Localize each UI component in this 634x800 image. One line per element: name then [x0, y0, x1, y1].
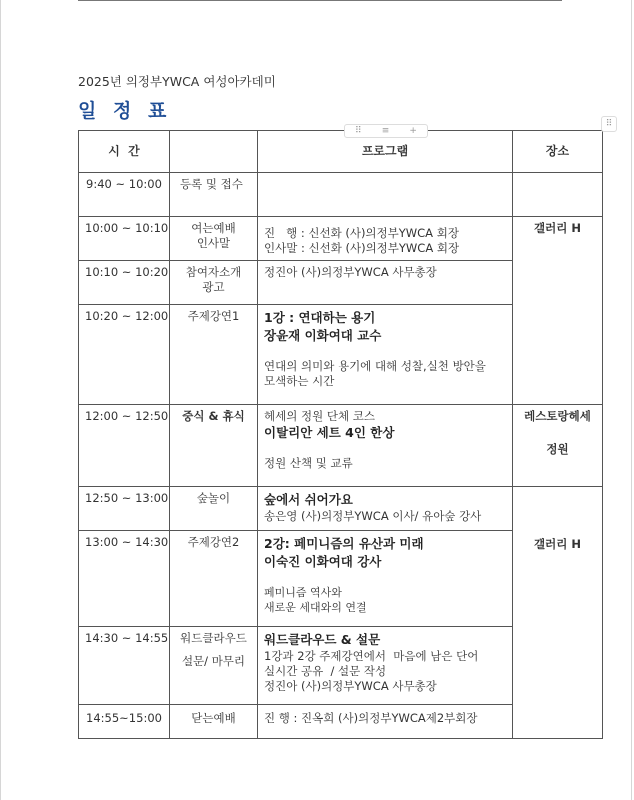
session-label: 인사말 [196, 236, 231, 250]
table-drag-handle[interactable] [601, 116, 617, 132]
lecturer-name: 장윤재 이화여대 교수 [264, 328, 382, 343]
content-cell [258, 627, 513, 705]
content-line: 실시간 공유 / 설문 작성 [264, 664, 387, 678]
schedule-table [78, 130, 603, 739]
place-label: 레스토랑헤세 [524, 409, 591, 423]
content-line: 새로운 세대와의 연결 [264, 601, 367, 614]
lecturer-name: 이숙진 이화여대 강사 [264, 554, 382, 569]
session-cell [170, 705, 258, 739]
content-line: 진 행 : 진옥희 (사)의정부YWCA제2부회장 [264, 711, 478, 725]
header-program: 프로그램 [258, 131, 513, 173]
sort-lines-icon: ≡ [381, 126, 390, 136]
drag-dots-icon: ⠿ [355, 126, 362, 136]
session-label: 설문/ 마무리 [181, 654, 246, 668]
time-cell: 10:20 ~ 12:00 [79, 305, 170, 405]
table-row [79, 487, 603, 531]
table-header-row [79, 131, 603, 173]
lecture-title: 1강 : 연대하는 용기 [264, 310, 376, 325]
time-cell: 12:00 ~ 12:50 [79, 405, 170, 487]
header-session [170, 131, 258, 173]
content-line: 연대의 의미와 용기에 대해 성찰,실천 방안을 [264, 359, 486, 373]
time-cell: 10:10 ~ 10:20 [79, 261, 170, 305]
header-rule [78, 0, 562, 1]
session-label: 참여자소개 [185, 265, 242, 279]
time-cell: 14:55~15:00 [79, 705, 170, 739]
session-cell [170, 305, 258, 405]
time-cell: 14:30 ~ 14:55 [79, 627, 170, 705]
content-cell [258, 217, 513, 261]
session-cell [170, 627, 258, 705]
document-title: 일 정 표 [78, 100, 172, 122]
session-label: 광고 [202, 280, 225, 294]
content-cell [258, 261, 513, 305]
page-edge-left [0, 0, 1, 800]
session-label: 여는예배 [191, 221, 236, 235]
place-label: 갤러리 H [534, 537, 581, 551]
session-label: 주제강연1 [187, 309, 240, 323]
content-cell [258, 405, 513, 487]
header-place: 장소 [513, 131, 603, 173]
content-cell [258, 305, 513, 405]
session-label: 숲놀이 [196, 491, 231, 505]
place-cell-gallery [513, 487, 603, 739]
content-line: 페미니즘 역사와 [264, 586, 342, 599]
session-label: 워드클라우드 [180, 631, 247, 645]
column-drag-handle[interactable] [344, 124, 428, 138]
time-cell: 13:00 ~ 14:30 [79, 531, 170, 627]
session-cell [170, 487, 258, 531]
time-cell: 10:00 ~ 10:10 [79, 217, 170, 261]
activity-title: 숲에서 쉬어가요 [264, 492, 353, 507]
lecture-title: 2강: 페미니즘의 유산과 미래 [264, 536, 424, 551]
content-line: 인사말 : 신선화 (사)의정부YWCA 회장 [264, 241, 460, 255]
document-subtitle: 2025년 의정부YWCA 여성아카데미 [78, 74, 276, 89]
session-label: 등록 및 접수 [180, 177, 243, 191]
session-cell [170, 531, 258, 627]
place-cell [513, 173, 603, 217]
place-label: 갤러리 H [534, 221, 581, 235]
menu-title: 이탈리안 세트 4인 한상 [264, 425, 395, 440]
place-cell-gallery [513, 217, 603, 405]
table-row [79, 217, 603, 261]
session-label: 닫는예배 [191, 711, 236, 725]
page-edge-right [631, 0, 632, 800]
header-time: 시 간 [79, 131, 170, 173]
place-label: 정원 [546, 442, 569, 456]
session-label: 주제강연2 [187, 535, 240, 549]
content-line: 정진아 (사)의정부YWCA 사무총장 [264, 265, 437, 279]
session-cell [170, 173, 258, 217]
content-cell [258, 487, 513, 531]
session-label: 중식 & 휴식 [182, 409, 245, 423]
table-row [79, 405, 603, 487]
content-line: 송은영 (사)의정부YWCA 이사/ 유아숲 강사 [264, 509, 482, 523]
content-line: 진 행 : 신선화 (사)의정부YWCA 회장 [264, 226, 459, 240]
session-cell [170, 261, 258, 305]
add-column-icon[interactable]: + [409, 126, 417, 136]
activity-title: 워드클라우드 & 설문 [264, 632, 381, 647]
content-cell [258, 173, 513, 217]
content-line: 헤세의 정원 단체 코스 [264, 409, 375, 423]
time-cell: 12:50 ~ 13:00 [79, 487, 170, 531]
session-cell [170, 405, 258, 487]
table-row [79, 173, 603, 217]
content-cell [258, 531, 513, 627]
content-line: 정원 산책 및 교류 [264, 456, 353, 470]
content-line: 정진아 (사)의정부YWCA 사무총장 [264, 679, 437, 693]
place-cell-restaurant [513, 405, 603, 487]
content-cell [258, 705, 513, 739]
session-cell [170, 217, 258, 261]
drag-dots-icon: ⠿ [605, 119, 613, 129]
time-cell: 9:40 ~ 10:00 [79, 173, 170, 217]
content-line: 모색하는 시간 [264, 374, 335, 388]
content-line: 1강과 2강 주제강연에서 마음에 남은 단어 [264, 649, 479, 663]
